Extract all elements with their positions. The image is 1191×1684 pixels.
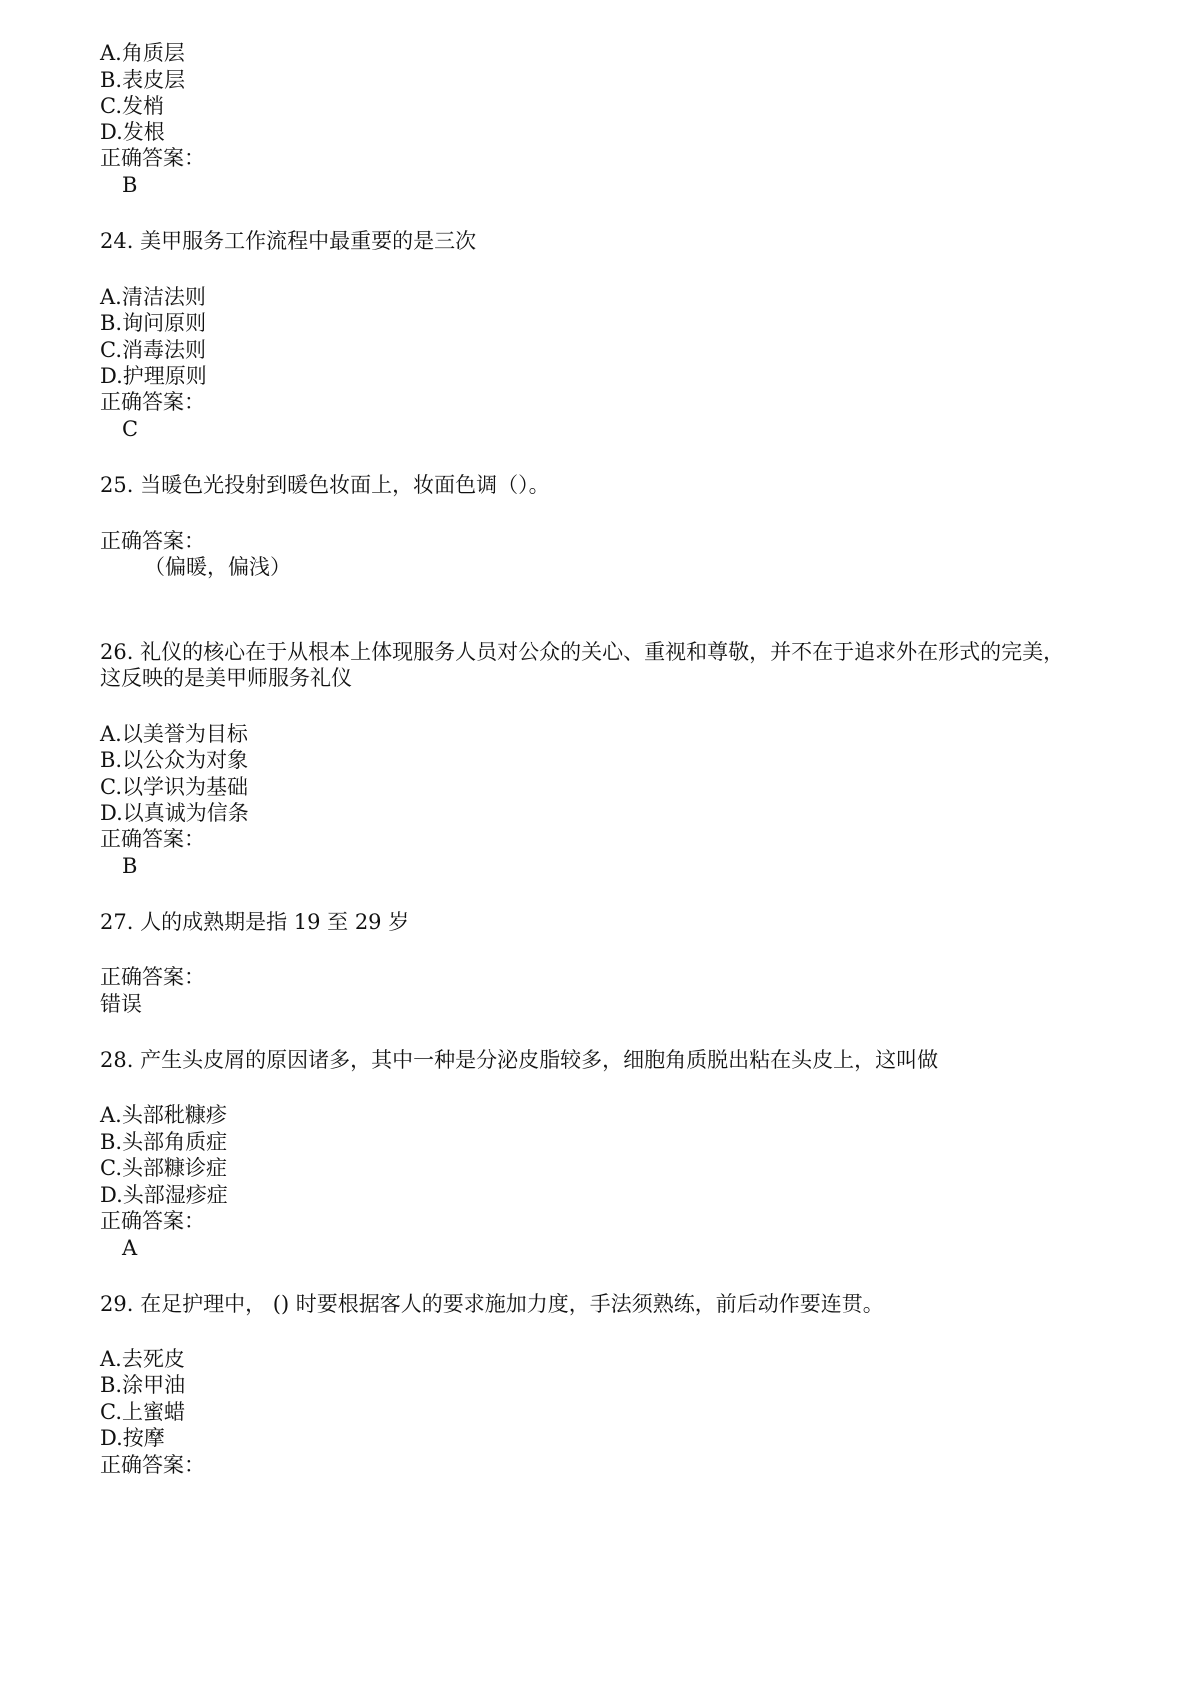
- q29-option-c: C.上蜜蜡: [100, 1400, 185, 1424]
- q29-answer-label: 正确答案：: [100, 1453, 205, 1477]
- q26-option-c: C.以学识为基础: [100, 775, 248, 799]
- q24-option-d: D.护理原则: [100, 364, 207, 388]
- question-28: 28. 产生头皮屑的原因诸多，其中一种是分泌皮脂较多，细胞角质脱出粘在头皮上，这叫做: [100, 1048, 939, 1072]
- option-c: C.发梢: [100, 94, 164, 118]
- question-27: 27. 人的成熟期是指 19 至 29 岁: [100, 910, 410, 934]
- q26-answer-label: 正确答案：: [100, 827, 205, 851]
- q27-answer-label: 正确答案：: [100, 965, 205, 989]
- q26-answer-value: B: [122, 854, 138, 878]
- q28-answer-value: A: [122, 1236, 138, 1260]
- q24-answer-label: 正确答案：: [100, 390, 205, 414]
- q24-option-a: A.清洁法则: [100, 285, 206, 309]
- q26-option-a: A.以美誉为目标: [100, 722, 248, 746]
- q24-option-c: C.消毒法则: [100, 338, 206, 362]
- q28-answer-label: 正确答案：: [100, 1209, 205, 1233]
- question-26-line-1: 26. 礼仪的核心在于从根本上体现服务人员对公众的关心、重视和尊敬，并不在于追求外在形式的完美，: [100, 640, 1065, 664]
- q25-answer-value: （偏暖，偏浅）: [144, 555, 291, 579]
- q28-option-a: A.头部秕糠疹: [100, 1103, 227, 1127]
- question-25: 25. 当暖色光投射到暖色妆面上，妆面色调（）。: [100, 473, 550, 497]
- q25-answer-label: 正确答案：: [100, 529, 205, 553]
- q24-option-b: B.询问原则: [100, 311, 207, 335]
- question-29: 29. 在足护理中， () 时要根据客人的要求施加力度，手法须熟练，前后动作要连贯。: [100, 1292, 884, 1316]
- q29-option-a: A.去死皮: [100, 1347, 185, 1371]
- q26-option-b: B.以公众为对象: [100, 748, 249, 772]
- question-24: 24. 美甲服务工作流程中最重要的是三次: [100, 229, 477, 253]
- q27-answer-value: 错误: [100, 992, 142, 1016]
- option-d: D.发根: [100, 120, 165, 144]
- answer-label: 正确答案：: [100, 146, 205, 170]
- option-b: B.表皮层: [100, 68, 186, 92]
- answer-value: B: [122, 173, 138, 197]
- option-a: A.角质层: [100, 41, 185, 65]
- q26-option-d: D.以真诚为信条: [100, 801, 249, 825]
- q28-option-d: D.头部湿疹症: [100, 1183, 228, 1207]
- q28-option-b: B.头部角质症: [100, 1130, 228, 1154]
- q29-option-b: B.涂甲油: [100, 1373, 186, 1397]
- q29-option-d: D.按摩: [100, 1426, 165, 1450]
- q24-answer-value: C: [122, 417, 139, 441]
- question-26-line-2: 这反映的是美甲师服务礼仪: [100, 666, 352, 690]
- q28-option-c: C.头部糠诊症: [100, 1156, 227, 1180]
